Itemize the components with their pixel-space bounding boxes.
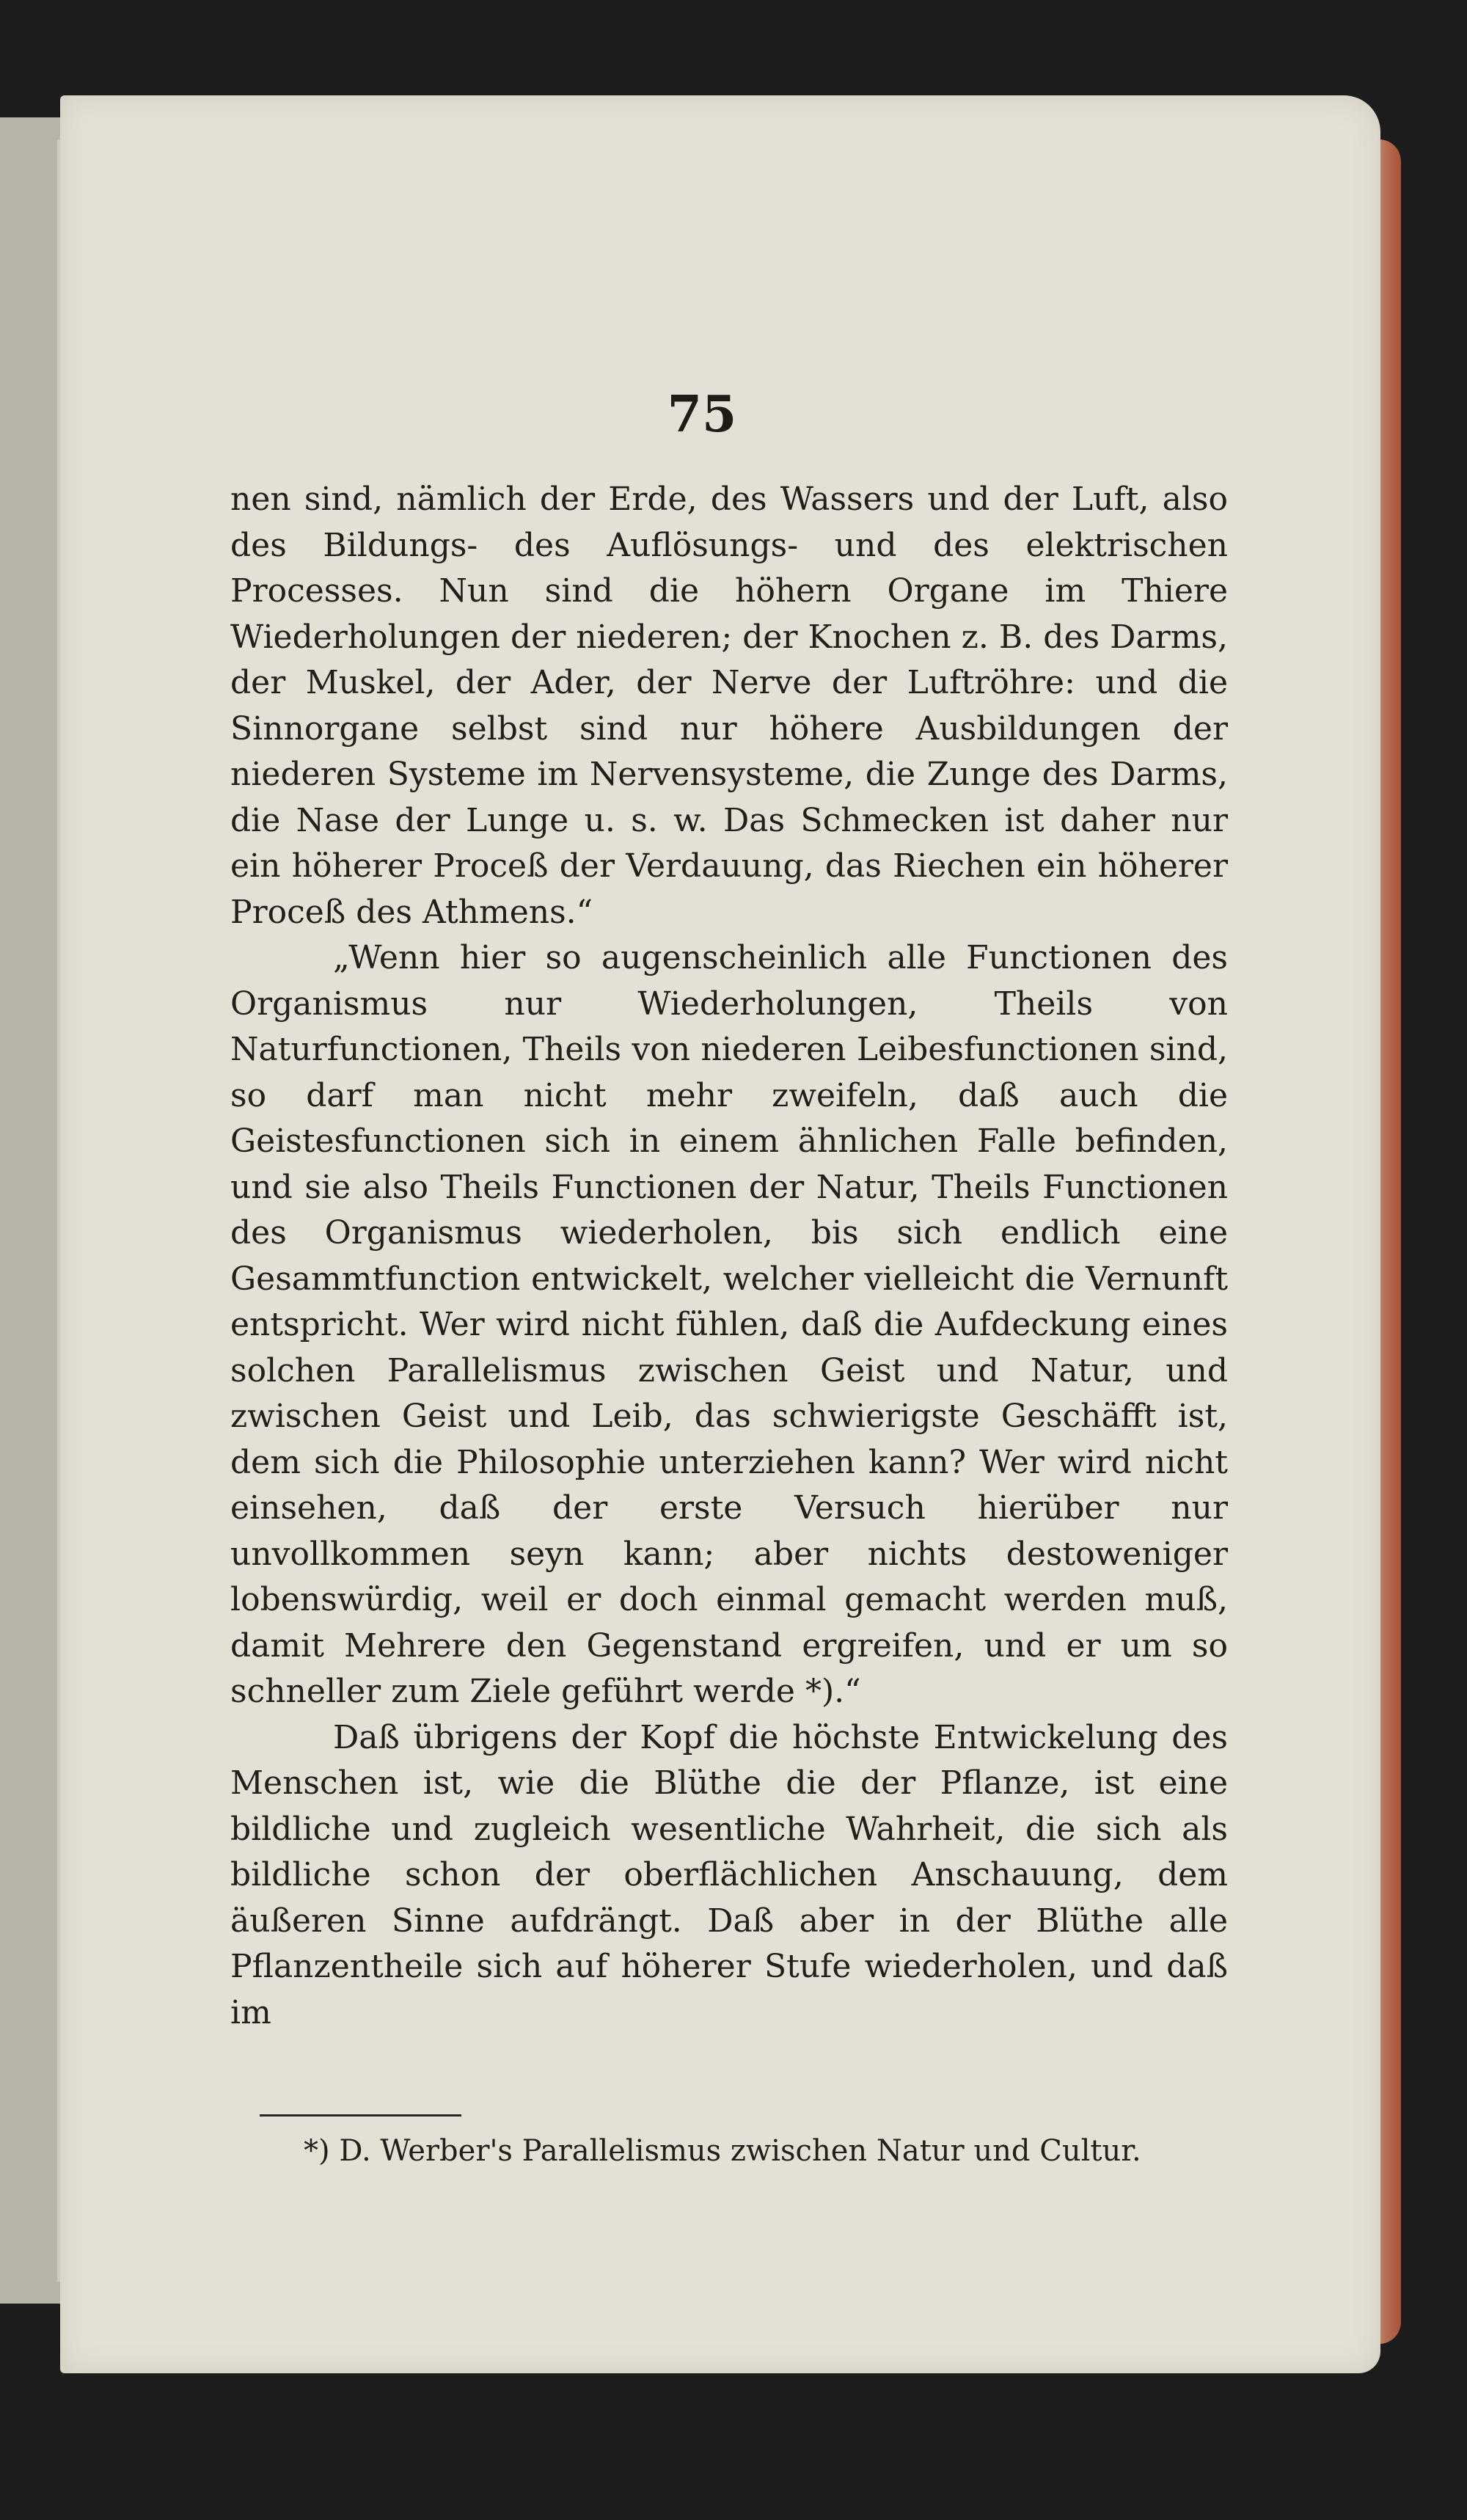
- paragraph-2: „Wenn hier so augenscheinlich alle Functionen des Organismus nur Wiederholungen, Theils von Naturfunctionen, Theils von niederen Leibesfunctionen sind, so darf man nicht mehr zweifeln, daß auch die Geistesfunctionen sich in einem ähnlichen Falle befinden, und sie also Theils Functionen der Natur, Theils Functionen des Organismus wiederholen, bis sich endlich eine Gesammtfunction entwickelt, welcher vielleicht die Vernunft entspricht. Wer wird nicht fühlen, daß die Aufdeckung eines solchen Parallelismus zwischen Geist und Natur, und zwischen Geist und Leib, das schwierigste Geschäfft ist, dem sich die Philosophie unterziehen kann? Wer wird nicht einsehen, daß der erste Versuch hierüber nur unvollkommen seyn kann; aber nichts destoweniger lobenswürdig, weil er doch einmal gemacht werden muß, damit Mehrere den Gegenstand ergreifen, und er um so schneller zum Ziele geführt werde *).“: [230, 939, 1228, 1710]
- paragraph-3: Daß übrigens der Kopf die höchste Entwickelung des Menschen ist, wie die Blüthe die der Pflanze, ist eine bildliche und zugleich wesentliche Wahrheit, die sich als bildliche schon der oberflächlichen Anschauung, dem äußeren Sinne aufdrängt. Daß aber in der Blüthe alle Pflanzentheile sich auf höherer Stufe wiederholen, und daß im: [230, 1718, 1228, 2031]
- page-number: 75: [667, 385, 737, 444]
- footnote: *) D. Werber's Parallelismus zwischen Natur und Cultur.: [304, 2134, 1141, 2168]
- body-text: [230, 477, 1228, 2036]
- book-page: [60, 95, 1380, 2373]
- paragraph-1: nen sind, nämlich der Erde, des Wassers und der Luft, also des Bildungs- des Auflösungs- und des elektrischen Processes. Nun sind die höhern Organe im Thiere Wiederholungen der niederen; der Knochen z. B. des Darms, der Muskel, der Ader, der Nerve der Luftröhre: und die Sinnorgane selbst sind nur höhere Ausbildungen der niederen Systeme im Nervensysteme, die Zunge des Darms, die Nase der Lunge u. s. w. Das Schmecken ist daher nur ein höherer Proceß der Verdauung, das Riechen ein höherer Proceß des Athmens.“: [230, 481, 1228, 931]
- footnote-divider: [260, 2114, 461, 2117]
